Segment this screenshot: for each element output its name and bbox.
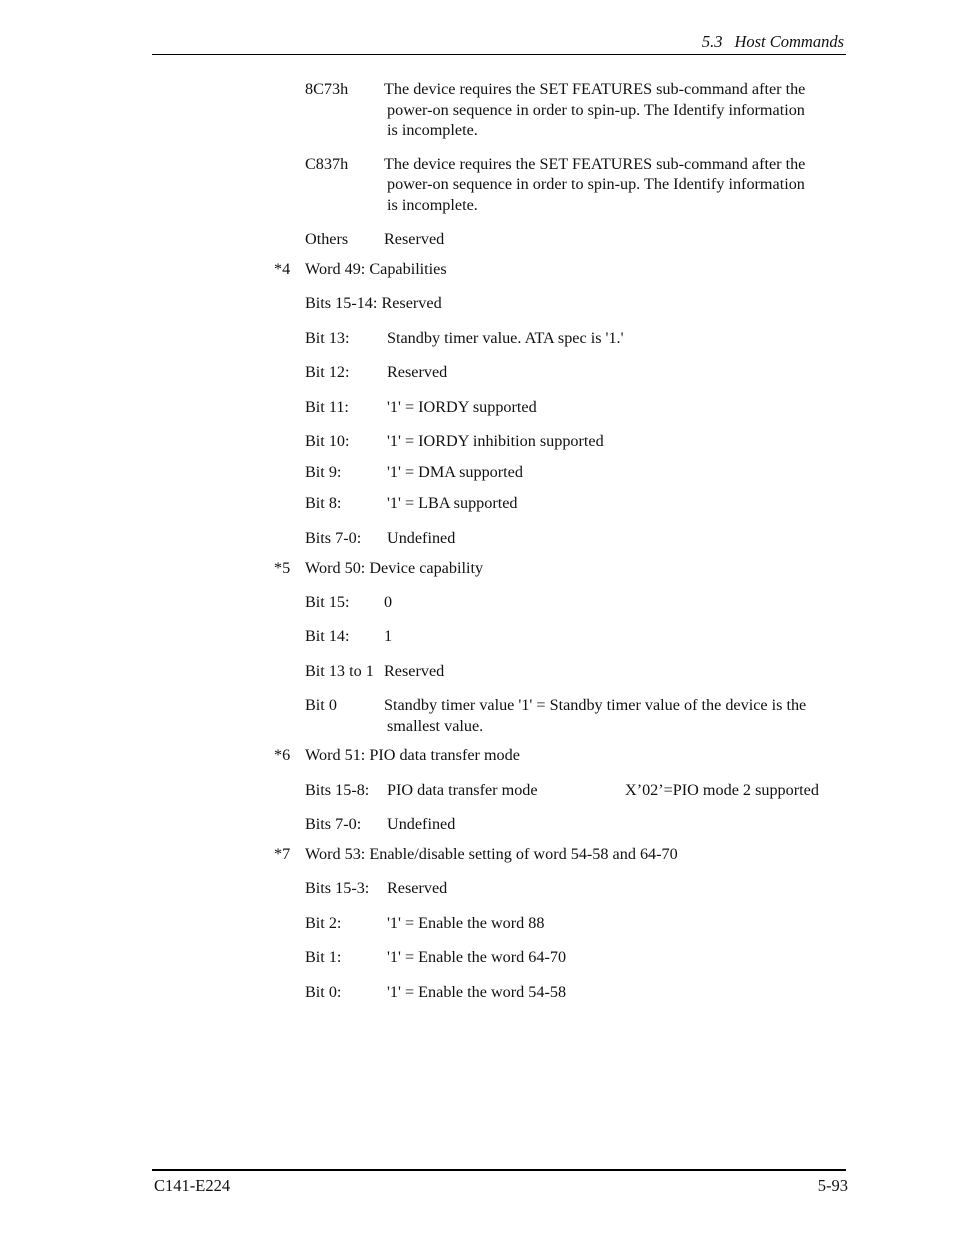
- bit-label: Bit 1:: [305, 948, 342, 966]
- bit-description: '1' = Enable the word 54-58: [387, 983, 567, 1001]
- header-rule: [152, 54, 846, 55]
- bit-label: Bit 8:: [305, 494, 342, 512]
- bit-description: 0: [384, 593, 393, 611]
- note-title: Word 53: Enable/disable setting of word 54-58 and 64-70: [305, 845, 678, 863]
- bit-description: Reserved: [384, 662, 445, 680]
- bit-label: Bit 0:: [305, 983, 342, 1001]
- bit-label: Bit 15:: [305, 593, 350, 611]
- code-label: Others: [305, 230, 349, 248]
- section-title: Host Commands: [734, 32, 844, 51]
- bit-label: Bit 9:: [305, 463, 342, 481]
- bit-description: Standby timer value. ATA spec is '1.': [387, 329, 624, 347]
- document-id: C141-E224: [154, 1176, 231, 1195]
- code-label: C837h: [305, 155, 349, 173]
- bit-label: Bit 13 to 1: [305, 662, 374, 680]
- bit-note: X’02’=PIO mode 2 supported: [625, 781, 819, 799]
- bit-label: Bit 2:: [305, 914, 342, 932]
- bit-label: Bit 13:: [305, 329, 350, 347]
- bit-description: '1' = IORDY supported: [387, 398, 537, 416]
- bit-description: '1' = DMA supported: [387, 463, 523, 481]
- section-number: 5.3: [701, 32, 723, 51]
- bit-description: '1' = Enable the word 88: [387, 914, 545, 932]
- bit-label: Bit 0: [305, 696, 337, 714]
- bit-description-cont: smallest value.: [387, 717, 484, 735]
- code-description: The device requires the SET FEATURES sub-command after the: [384, 80, 806, 98]
- bit-description: Undefined: [387, 529, 456, 547]
- note-title: Word 51: PIO data transfer mode: [305, 746, 520, 764]
- bit-label: Bits 15-3:: [305, 879, 370, 897]
- bit-description: Reserved: [387, 879, 448, 897]
- bit-label: Bit 11:: [305, 398, 349, 416]
- bit-description: PIO data transfer mode: [387, 781, 538, 799]
- bit-label: Bits 15-14: Reserved: [305, 294, 442, 312]
- bit-label: Bits 7-0:: [305, 815, 362, 833]
- bit-description: '1' = Enable the word 64-70: [387, 948, 567, 966]
- note-marker: *7: [274, 845, 291, 863]
- code-description-cont: is incomplete.: [387, 196, 478, 214]
- code-description-cont: is incomplete.: [387, 121, 478, 139]
- note-title: Word 49: Capabilities: [305, 260, 447, 278]
- note-marker: *6: [274, 746, 291, 764]
- code-label: 8C73h: [305, 80, 349, 98]
- bit-description: Undefined: [387, 815, 456, 833]
- bit-label: Bit 14:: [305, 627, 350, 645]
- bit-label: Bits 7-0:: [305, 529, 362, 547]
- bit-label: Bit 12:: [305, 363, 350, 381]
- bit-description: 1: [384, 627, 393, 645]
- bit-description: Reserved: [387, 363, 448, 381]
- code-description: The device requires the SET FEATURES sub-command after the: [384, 155, 806, 173]
- bit-description: Standby timer value '1' = Standby timer value of the device is the: [384, 696, 807, 714]
- note-title: Word 50: Device capability: [305, 559, 484, 577]
- bit-description: '1' = IORDY inhibition supported: [387, 432, 604, 450]
- note-marker: *5: [274, 559, 291, 577]
- code-description: Reserved: [384, 230, 445, 248]
- code-description-cont: power-on sequence in order to spin-up. The Identify information: [387, 101, 805, 119]
- page-number: 5-93: [817, 1176, 848, 1195]
- footer-rule: [152, 1169, 846, 1171]
- bit-label: Bits 15-8:: [305, 781, 370, 799]
- bit-label: Bit 10:: [305, 432, 350, 450]
- note-marker: *4: [274, 260, 291, 278]
- code-description-cont: power-on sequence in order to spin-up. The Identify information: [387, 175, 805, 193]
- page-header: [702, 32, 844, 52]
- bit-description: '1' = LBA supported: [387, 494, 518, 512]
